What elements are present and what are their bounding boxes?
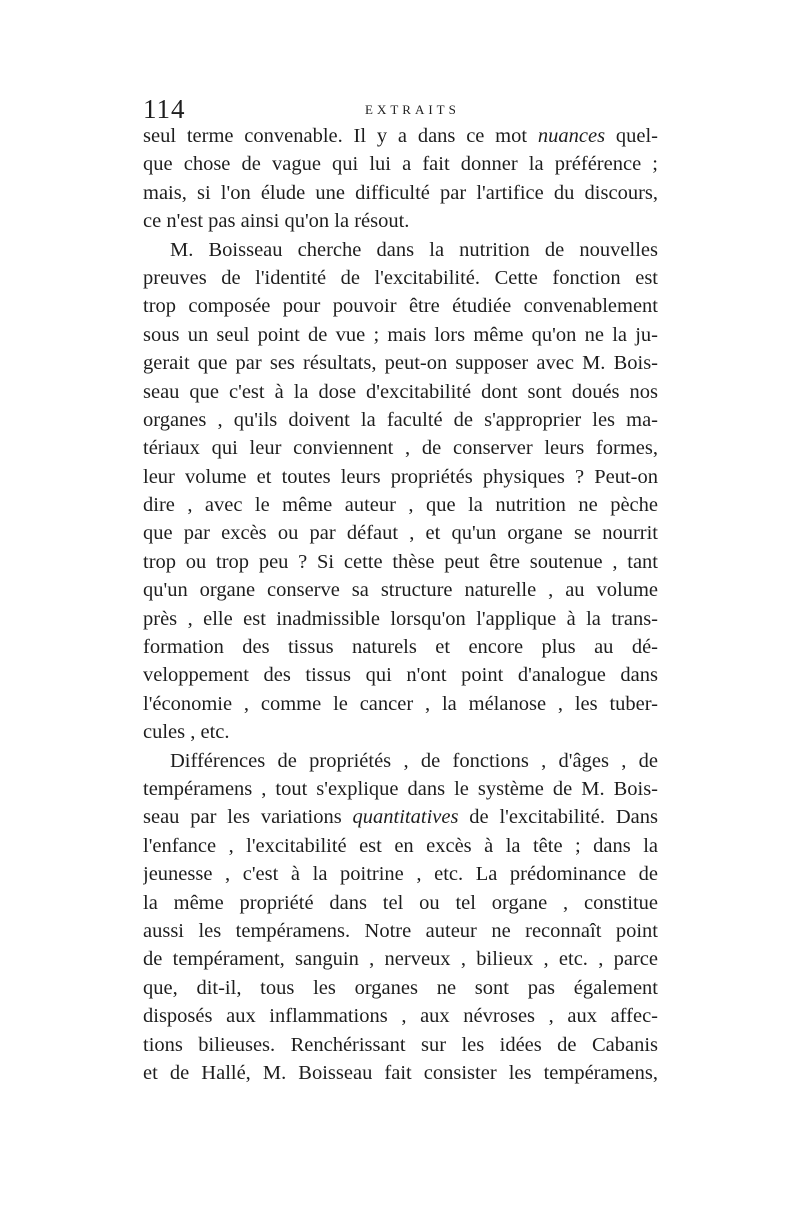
text-line: tempéramens , tout s'explique dans le système de M. Bois- — [143, 777, 658, 800]
text-line: aussi les tempéramens. Notre auteur ne reconnaît point — [143, 919, 658, 942]
text-line: ce n'est pas ainsi qu'on la résout. — [143, 210, 410, 233]
page-number: 114 — [143, 94, 186, 124]
text-line: trop composée pour pouvoir être étudiée convenablement — [143, 295, 658, 318]
text-line: seul terme convenable. Il y a dans ce mot nuances quel- — [143, 125, 658, 147]
text-line: mais, si l'on élude une difficulté par l'artifice du discours, — [143, 181, 658, 204]
text-line: seau par les variations quantitatives de l'excitabilité. Dans — [143, 806, 658, 829]
text-line: tériaux qui leur conviennent , de conserver leurs formes, — [143, 437, 658, 460]
text-line: organes , qu'ils doivent la faculté de s'approprier les ma- — [143, 408, 658, 431]
text-line: qu'un organe conserve sa structure naturelle , au volume — [143, 579, 658, 602]
body-text — [143, 122, 658, 1087]
paragraph-2 — [143, 236, 658, 747]
italic-word: nuances — [537, 125, 606, 147]
text-line: preuves de l'identité de l'excitabilité. Cette fonction est — [143, 266, 658, 289]
text-line: et de Hallé, M. Boisseau fait consister les tempéramens, — [143, 1061, 658, 1084]
text-line: Différences de propriétés , de fonctions , d'âges , de — [170, 749, 658, 772]
text-line: de tempérament, sanguin , nerveux , bilieux , etc. , parce — [143, 948, 658, 971]
text-line: que par excès ou par défaut , et qu'un organe se nourrit — [143, 522, 658, 545]
text-line: tions bilieuses. Renchérissant sur les idées de Cabanis — [143, 1033, 658, 1056]
text-line: disposés aux inflammations , aux névroses , aux affec- — [143, 1005, 658, 1028]
text-line: près , elle est inadmissible lorsqu'on l'applique à la trans- — [143, 607, 658, 630]
text-line: l'enfance , l'excitabilité est en excès à la tête ; dans la — [143, 834, 658, 857]
text-line: gerait que par ses résultats, peut-on supposer avec M. Bois- — [143, 352, 658, 375]
running-head: EXTRAITS — [365, 102, 460, 117]
text-line: que chose de vague qui lui a fait donner la préférence ; — [143, 153, 658, 176]
text-line: leur volume et toutes leurs propriétés physiques ? Peut-on — [143, 465, 658, 488]
text-line: trop ou trop peu ? Si cette thèse peut être soutenue , tant — [143, 550, 658, 573]
page-header — [143, 94, 658, 124]
text-line: que, dit-il, tous les organes ne sont pas également — [143, 976, 658, 999]
paragraph-3 — [143, 747, 658, 1088]
text-line: M. Boisseau cherche dans la nutrition de nouvelles — [170, 238, 658, 261]
text-line: seau que c'est à la dose d'excitabilité dont sont doués nos — [143, 380, 658, 403]
paragraph-1 — [143, 122, 658, 236]
text-line: dire , avec le même auteur , que la nutrition ne pèche — [143, 494, 658, 517]
text-line: sous un seul point de vue ; mais lors même qu'on ne la ju- — [143, 323, 658, 346]
text-line: formation des tissus naturels et encore plus au dé- — [143, 636, 658, 659]
text-line: la même propriété dans tel ou tel organe , constitue — [143, 891, 658, 914]
italic-word: quantitatives — [352, 806, 459, 829]
text-line: jeunesse , c'est à la poitrine , etc. La prédominance de — [143, 863, 658, 886]
text-line: l'économie , comme le cancer , la mélanose , les tuber- — [143, 692, 658, 715]
text-line: veloppement des tissus qui n'ont point d'analogue dans — [143, 664, 658, 687]
text-line: cules , etc. — [143, 721, 230, 744]
